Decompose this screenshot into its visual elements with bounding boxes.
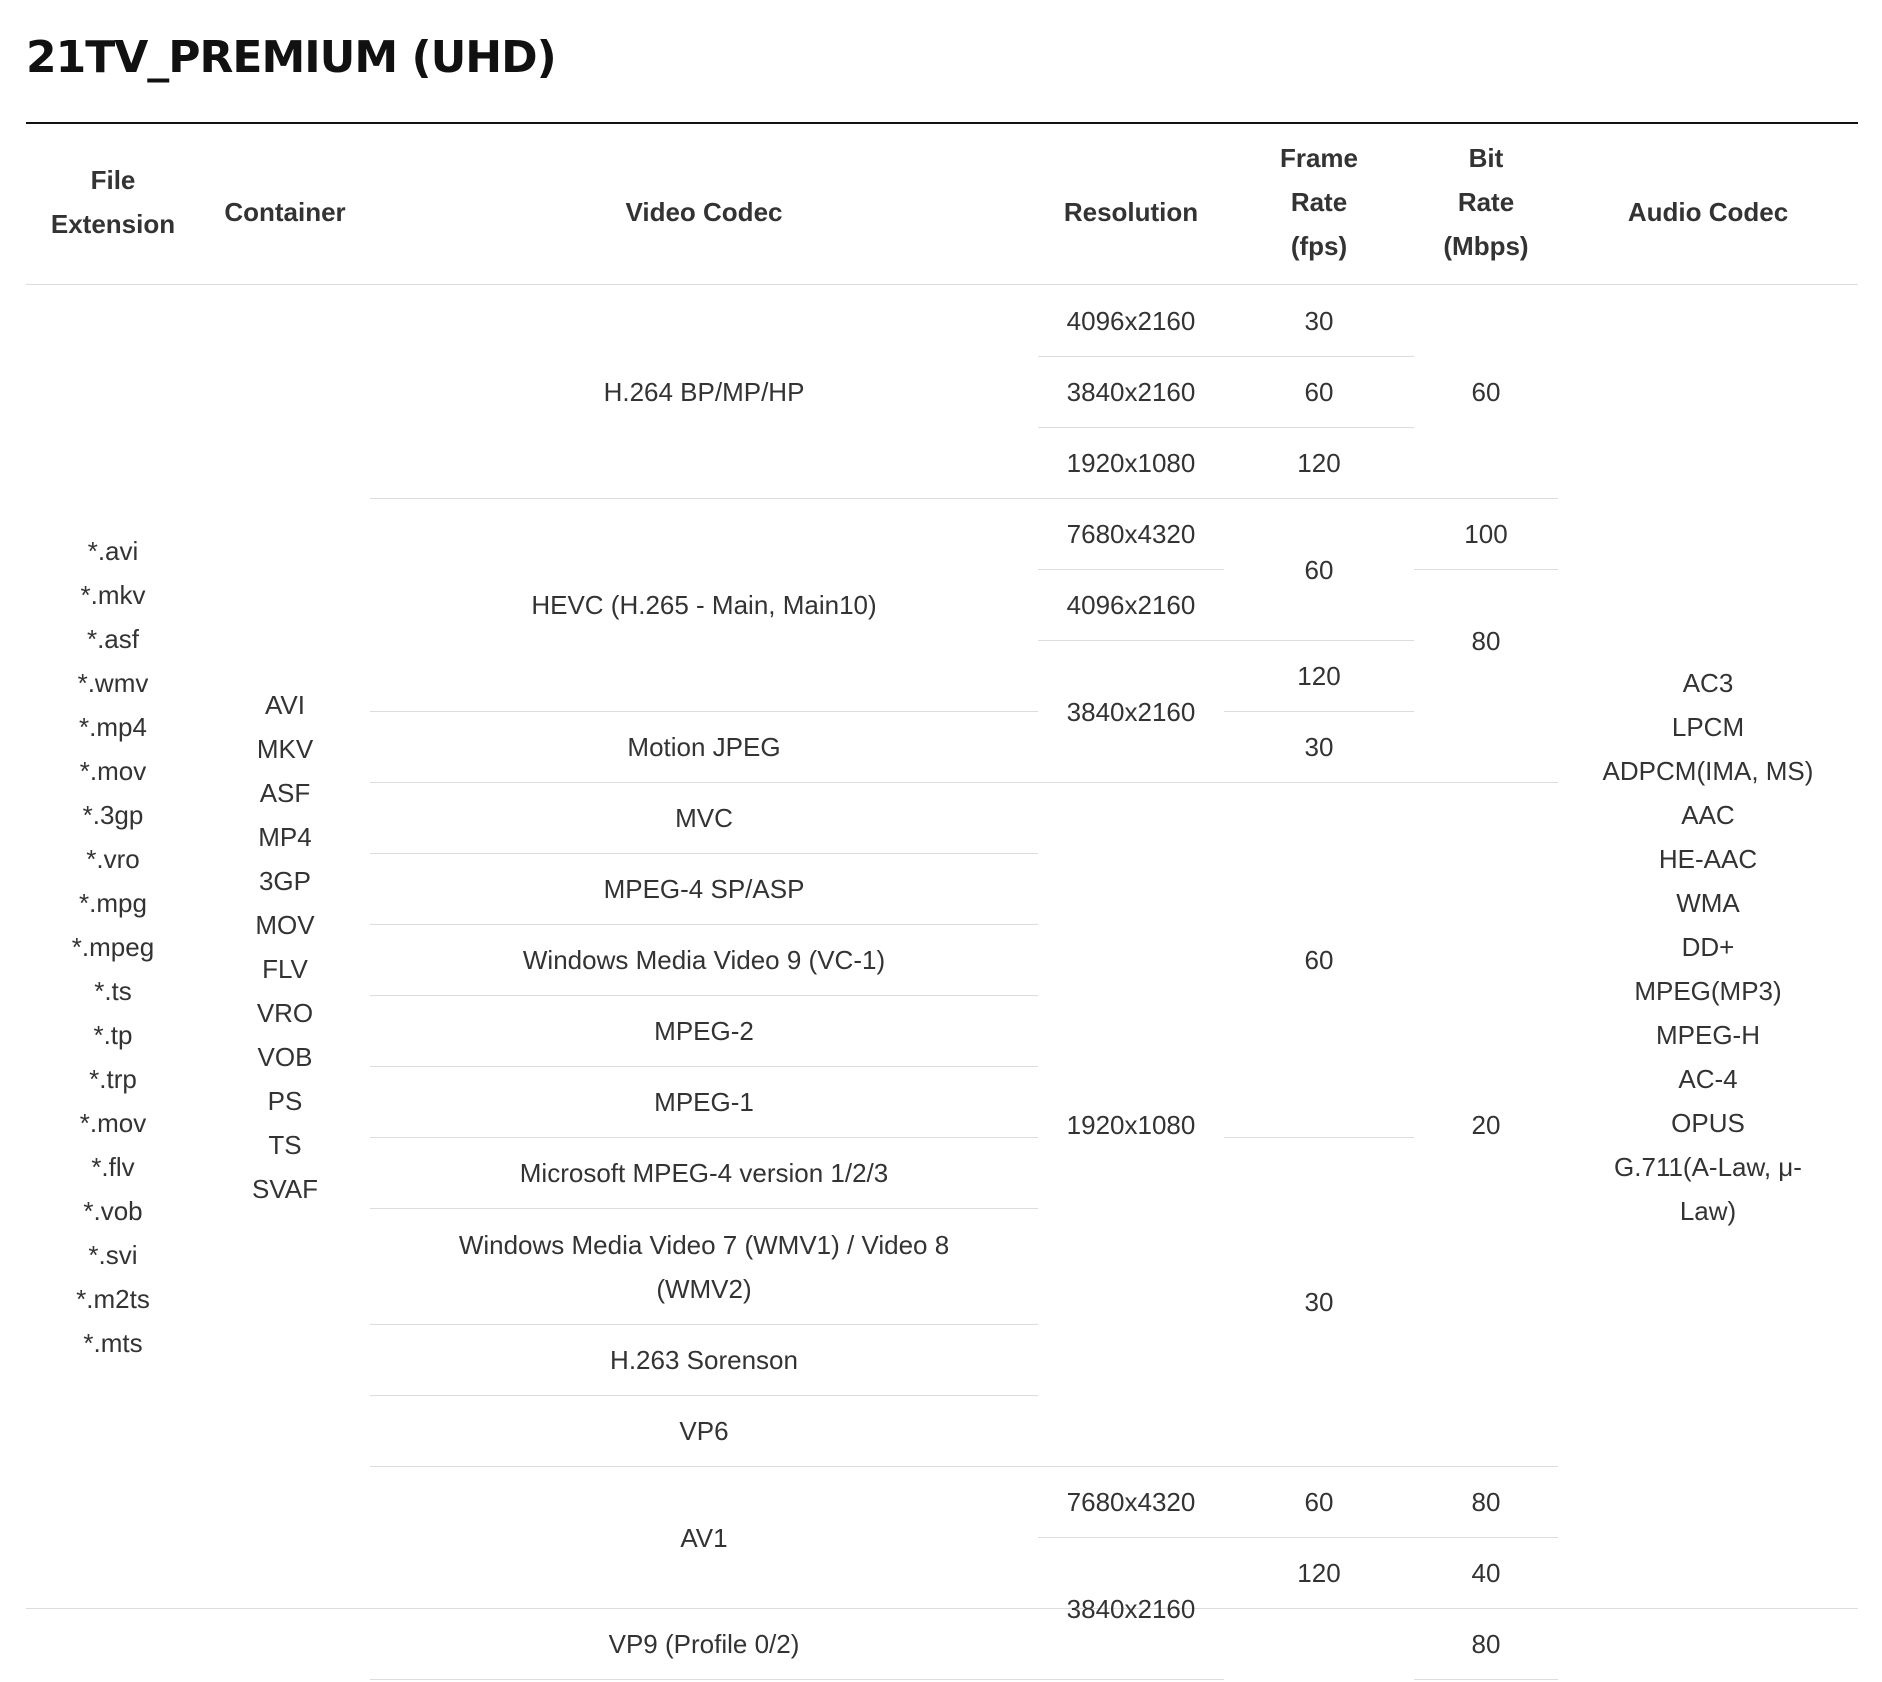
header-video-codec: Video Codec [625,197,783,227]
list-item: DD+ [1681,931,1735,962]
header-frame-rate [1224,132,1414,292]
list-item: HE-AAC [1658,843,1758,874]
frame-rate-cell: 60 [1304,1487,1334,1517]
list-item: AAC [1681,799,1735,830]
resolution-cell: 1920x1080 [1066,1109,1196,1140]
list-item: MPEG-H [1655,1019,1760,1050]
container-list [200,285,370,1608]
table-top-rule [26,122,1858,124]
bit-rate-cell: 80 [1471,1629,1501,1659]
list-item: *.3gp [82,799,144,830]
list-item: SVAF [252,1173,318,1204]
header-file-extension-line2: Extension [50,209,176,239]
video-codec-mpeg4: MPEG-4 SP/ASP [603,874,805,904]
list-item: *.mts [83,1327,143,1358]
resolution-cell: 1920x1080 [1066,448,1196,478]
header-bit-rate-line3: (Mbps) [1443,231,1529,261]
list-item: AVI [265,689,305,720]
video-codec-vp9: VP9 (Profile 0/2) [608,1629,800,1659]
frame-rate-cell: 120 [1297,1558,1341,1588]
list-item: *.mov [79,1107,147,1138]
list-item: 3GP [258,865,311,896]
file-extension-list [26,285,200,1608]
video-codec-vp6: VP6 [679,1416,729,1446]
video-codec-hevc: HEVC (H.265 - Main, Main10) [531,590,877,620]
frame-rate-cell: 30 [1304,305,1334,336]
video-codec-wmv7-line2: (WMV2) [656,1274,752,1304]
list-item: *.wmv [77,667,149,698]
video-codec-av1: AV1 [680,1522,728,1553]
resolution-cell: 3840x2160 [1066,696,1196,727]
frame-rate-cell: 120 [1297,661,1341,691]
video-codec-wmv9: Windows Media Video 9 (VC-1) [522,945,886,975]
bit-rate-cell: 20 [1471,1109,1501,1140]
bit-rate-cell: 100 [1464,519,1508,549]
list-item: VOB [257,1041,313,1072]
frame-rate-cell: 120 [1297,448,1341,478]
list-item: MOV [255,909,315,940]
resolution-cell: 4096x2160 [1066,590,1196,620]
header-file-extension [26,132,200,292]
video-codec-wmv7-line1: Windows Media Video 7 (WMV1) / Video 8 [458,1230,950,1260]
list-item: *.mpg [79,887,147,918]
list-item: *.tp [93,1019,133,1050]
list-item: *.vob [83,1195,143,1226]
frame-rate-cell: 30 [1304,1287,1334,1317]
header-resolution: Resolution [1063,197,1199,227]
list-item: MPEG(MP3) [1634,975,1782,1006]
video-codec-mjpeg: Motion JPEG [627,732,781,762]
list-item: VRO [256,997,314,1028]
bit-rate-cell: 80 [1471,626,1501,656]
list-item: *.mp4 [79,711,147,742]
list-item: ADPCM(IMA, MS) [1602,755,1814,786]
list-item: MKV [256,733,314,764]
row-divider [370,1679,1224,1680]
list-item: *.svi [88,1239,138,1270]
bit-rate-cell: 80 [1471,1487,1501,1517]
list-item: *.mpeg [71,931,155,962]
header-audio-codec: Audio Codec [1627,197,1789,227]
list-item: *.trp [89,1063,137,1094]
video-codec-ms-mpeg4: Microsoft MPEG-4 version 1/2/3 [519,1158,889,1188]
frame-rate-cell: 60 [1304,945,1334,975]
video-codec-mpeg2: MPEG-2 [654,1016,754,1046]
list-item: MP4 [258,821,312,852]
list-item: LPCM [1671,711,1745,742]
list-item: PS [267,1085,303,1116]
resolution-cell: 7680x4320 [1066,519,1196,549]
video-codec-wmv7-wmv8 [370,1209,1038,1324]
list-item: FLV [262,953,308,984]
list-item: G.711(A-Law, μ- [1614,1151,1802,1182]
video-codec-mvc: MVC [675,803,733,833]
header-file-extension-line1: File [90,165,136,195]
video-codec-mpeg1: MPEG-1 [654,1087,754,1117]
header-frame-rate-line3: (fps) [1290,231,1348,261]
video-codec-h264: H.264 BP/MP/HP [603,376,805,407]
resolution-cell: 3840x2160 [1066,377,1196,407]
bit-rate-cell: 60 [1471,376,1501,407]
list-item: *.mkv [80,579,146,610]
list-item: *.asf [86,623,139,654]
list-item: *.ts [94,975,132,1006]
list-item: AC3 [1682,667,1734,698]
header-bit-rate [1414,132,1558,292]
list-item: OPUS [1671,1107,1745,1138]
list-item: *.mov [79,755,147,786]
list-item: *.avi [87,535,139,566]
header-bit-rate-line1: Bit [1468,143,1504,173]
resolution-cell: 7680x4320 [1066,1487,1196,1517]
list-item: *.m2ts [76,1283,150,1314]
list-item: WMA [1676,887,1740,918]
frame-rate-cell: 30 [1304,732,1334,762]
header-container: Container [224,197,346,227]
list-item: *.flv [91,1151,135,1182]
header-bit-rate-line2: Rate [1457,187,1515,217]
video-codec-h263: H.263 Sorenson [610,1345,798,1375]
page-title: 21TV_PREMIUM (UHD) [26,32,556,83]
list-item: ASF [259,777,311,808]
list-item: TS [268,1129,302,1160]
resolution-cell: 3840x2160 [1066,1593,1196,1624]
list-item: *.vro [86,843,140,874]
bit-rate-cell: 40 [1471,1558,1501,1588]
list-item: Law) [1679,1195,1737,1226]
frame-rate-cell: 60 [1304,377,1334,407]
frame-rate-cell: 60 [1304,554,1334,585]
header-frame-rate-line1: Frame [1279,143,1359,173]
list-item: AC-4 [1678,1063,1738,1094]
header-frame-rate-line2: Rate [1290,187,1348,217]
row-divider [1414,1679,1558,1680]
codec-spec-table [26,122,1858,1682]
audio-codec-list [1558,285,1858,1608]
resolution-cell: 4096x2160 [1066,305,1196,336]
